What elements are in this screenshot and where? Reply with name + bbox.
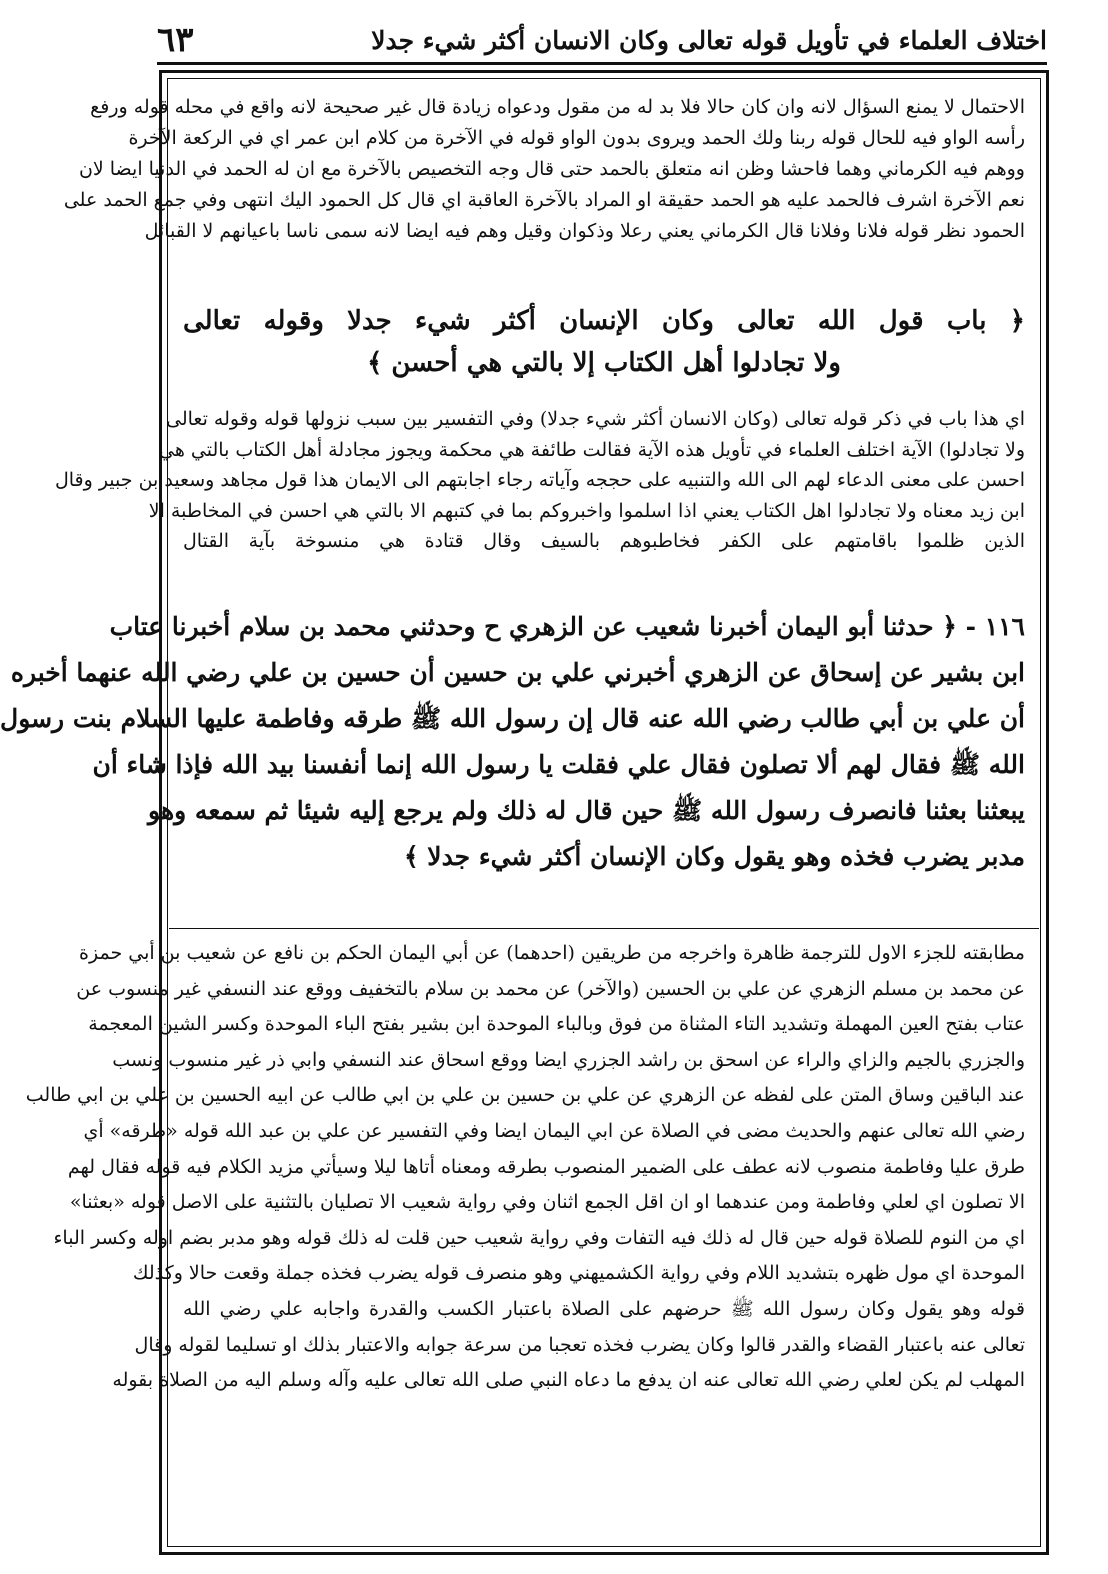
commentary-top — [63, 92, 1025, 247]
commentary-line: الذين ظلموا باقامتهم على الكفر فخاطبوهم بالسيف وقال قتادة هي منسوخة بآية القتال — [183, 530, 1025, 552]
commentary-line: طرق عليا وفاطمة منصوب لانه عطف على الضمير المنصوب بطرقه ومعناه أتاها ليلا وسيأتي مزيد الكلام فيه قوله فقال لهم — [67, 1155, 1025, 1178]
commentary-line: الا تصلون اي لعلي وفاطمة ومن عندهما او ان اقل الجمع اثنان وفي رواية شعيب الا تصليان بالتثنية على الاصل قوله «بعثنا» — [69, 1191, 1025, 1214]
commentary-line: اي من النوم للصلاة قوله حين قال له ذلك فيه التفات وفي رواية شعيب حين قلت له ذلك قوله وهو مدبر بضم اوله وكسر الباء — [53, 1226, 1025, 1249]
page-number: ٦٣ — [157, 20, 194, 60]
commentary-line: رأسه الواو فيه للحال قوله ربنا ولك الحمد ويروى بدون الواو قوله في الآخرة من كلام ابن عمر اي في الركعة الآخرة — [128, 127, 1025, 149]
commentary-line: الاحتمال لا يمنع السؤال لانه وان كان حالا فلا بد له من مقول ودعواه زيادة قال غير صحيحة لانه واقع في محله قوله ورفع — [90, 96, 1025, 118]
chapter-line: ﴿ باب قول الله تعالى وكان الإنسان أكثر شيء جدلا وقوله تعالى — [183, 306, 1025, 336]
commentary-line: عند الباقين وساق المتن على لفظه عن الزهري عن علي بن حسين بن علي بن ابي طالب عن ابيه الحسين بن علي بن ابي طالب — [25, 1084, 1025, 1107]
commentary-line: المهلب لم يكن لعلي رضي الله تعالى عنه ان يدفع ما دعاه النبي صلى الله تعالى عليه وآله وسلم اليه من الصلاة بقوله — [112, 1369, 1025, 1392]
commentary-line: والجزري بالجيم والزاي والراء عن اسحق بن راشد الجزري ايضا ووقع اسحاق عند النسفي وابي ذر غير منسوب ونسب — [112, 1048, 1025, 1071]
commentary-line: قوله وهو يقول وكان رسول الله ﷺ حرضهم على الصلاة باعتبار الكسب والقدرة واجابه علي رضي الله — [183, 1297, 1025, 1320]
commentary-line: عن محمد بن مسلم الزهري عن علي بن الحسين (والآخر) عن محمد بن سلام بالتخفيف ووقع عند النسفي غير منسوب عن — [76, 977, 1025, 1000]
commentary-mid — [54, 404, 1025, 557]
section-divider — [169, 928, 1039, 929]
hadith-line: مدبر يضرب فخذه وهو يقول وكان الإنسان أكثر شيء جدلا ﴾ — [403, 842, 1025, 871]
commentary-line: ابن زيد معناه ولا تجادلوا اهل الكتاب يعني اذا اسلموا واخبروكم بما في كتبهم الا بالتي هي احسن في المخاطبة الا — [148, 499, 1025, 522]
chapter-heading — [183, 300, 1025, 384]
chapter-line: ولا تجادلوا أهل الكتاب إلا بالتي هي أحسن ﴾ — [367, 348, 841, 378]
hadith-line: يبعثنا بعثنا فانصرف رسول الله ﷺ حين قال له ذلك ولم يرجع إليه شيئا ثم سمعه وهو — [148, 796, 1025, 825]
commentary-line: رضي الله تعالى عنهم والحديث مضى في الصلاة عن ابي اليمان ايضا وفي التفسير عن علي بن عبد الله قوله «طرقه» أي — [83, 1119, 1025, 1142]
hadith-line: الله ﷺ فقال لهم ألا تصلون فقال علي فقلت يا رسول الله إنما أنفسنا بيد الله فإذا شاء أن — [92, 750, 1025, 779]
commentary-line: الحمود نظر قوله فلانا وفلانا قال الكرماني يعني رعلا وذكوان وقيل وهم فيه ايضا لانه سمى ناسا باعيانهم لا القبائل — [144, 220, 1025, 242]
hadith-text — [0, 604, 1025, 880]
hadith-line: أن علي بن أبي طالب رضي الله عنه قال إن رسول الله ﷺ طرقه وفاطمة عليها السلام بنت رسول — [0, 704, 1025, 733]
commentary-line: نعم الآخرة اشرف فالحمد عليه هو الحمد حقيقة او المراد بالآخرة العاقبة اي قال كل الحمود اليك انتهى وفي جمع الحمد على — [63, 189, 1025, 211]
commentary-line: تعالى عنه باعتبار القضاء والقدر قالوا وكان يضرب فخذه تعجبا من سرعة جوابه والاعتبار بذلك او تسليما لقوله وقال — [134, 1333, 1025, 1356]
commentary-line: احسن على معنى الدعاء لهم الى الله والتنبيه على حججه وآياته رجاء اجابتهم الى الايمان هذا قول مجاهد وسعيد بن جبير وقال — [54, 469, 1025, 491]
hadith-line: ١١٦ - ﴿ حدثنا أبو اليمان أخبرنا شعيب عن الزهري ح وحدثني محمد بن سلام أخبرنا عتاب — [109, 612, 1025, 641]
running-title: اختلاف العلماء في تأويل قوله تعالى وكان الانسان أكثر شيء جدلا — [371, 25, 1047, 55]
commentary-line: عتاب بفتح العين المهملة وتشديد التاء المثناة من فوق وبالباء الموحدة ابن بشير بفتح الباء الموحدة وكسر الشين المعجمة — [88, 1013, 1025, 1036]
commentary-line: مطابقته للجزء الاول للترجمة ظاهرة واخرجه من طريقين (احدهما) عن أبي اليمان الحكم بن نافع عن شعيب بن أبي حمزة — [79, 942, 1025, 964]
commentary-line: الموحدة اي مول ظهره بتشديد اللام وفي رواية الكشميهني وهو منصرف قوله يضرب فخذه جملة وقعت حالا وكذلك — [132, 1262, 1025, 1285]
header-rule — [157, 62, 1047, 65]
commentary-line: ولا تجادلوا) الآية اختلف العلماء في تأويل هذه الآية فقالت طائفة هي محكمة ويجوز مجادلة أهل الكتاب بالتي هي — [159, 438, 1025, 461]
commentary-line: اي هذا باب في ذكر قوله تعالى (وكان الانسان أكثر شيء جدلا) وفي التفسير بين سبب نزولها قوله وقوله تعالى — [166, 408, 1025, 430]
hadith-line: ابن بشير عن إسحاق عن الزهري أخبرني علي بن حسين أن حسين بن علي رضي الله عنهما أخبره — [10, 658, 1025, 687]
commentary-line: ووهم فيه الكرماني وهما فاحشا وظن انه متعلق بالحمد حتى قال وجه التخصيص بالآخرة مع ان له الحمد في الدنيا ايضا لان — [78, 158, 1025, 180]
commentary-bottom — [25, 936, 1025, 1399]
running-header — [157, 18, 1047, 62]
